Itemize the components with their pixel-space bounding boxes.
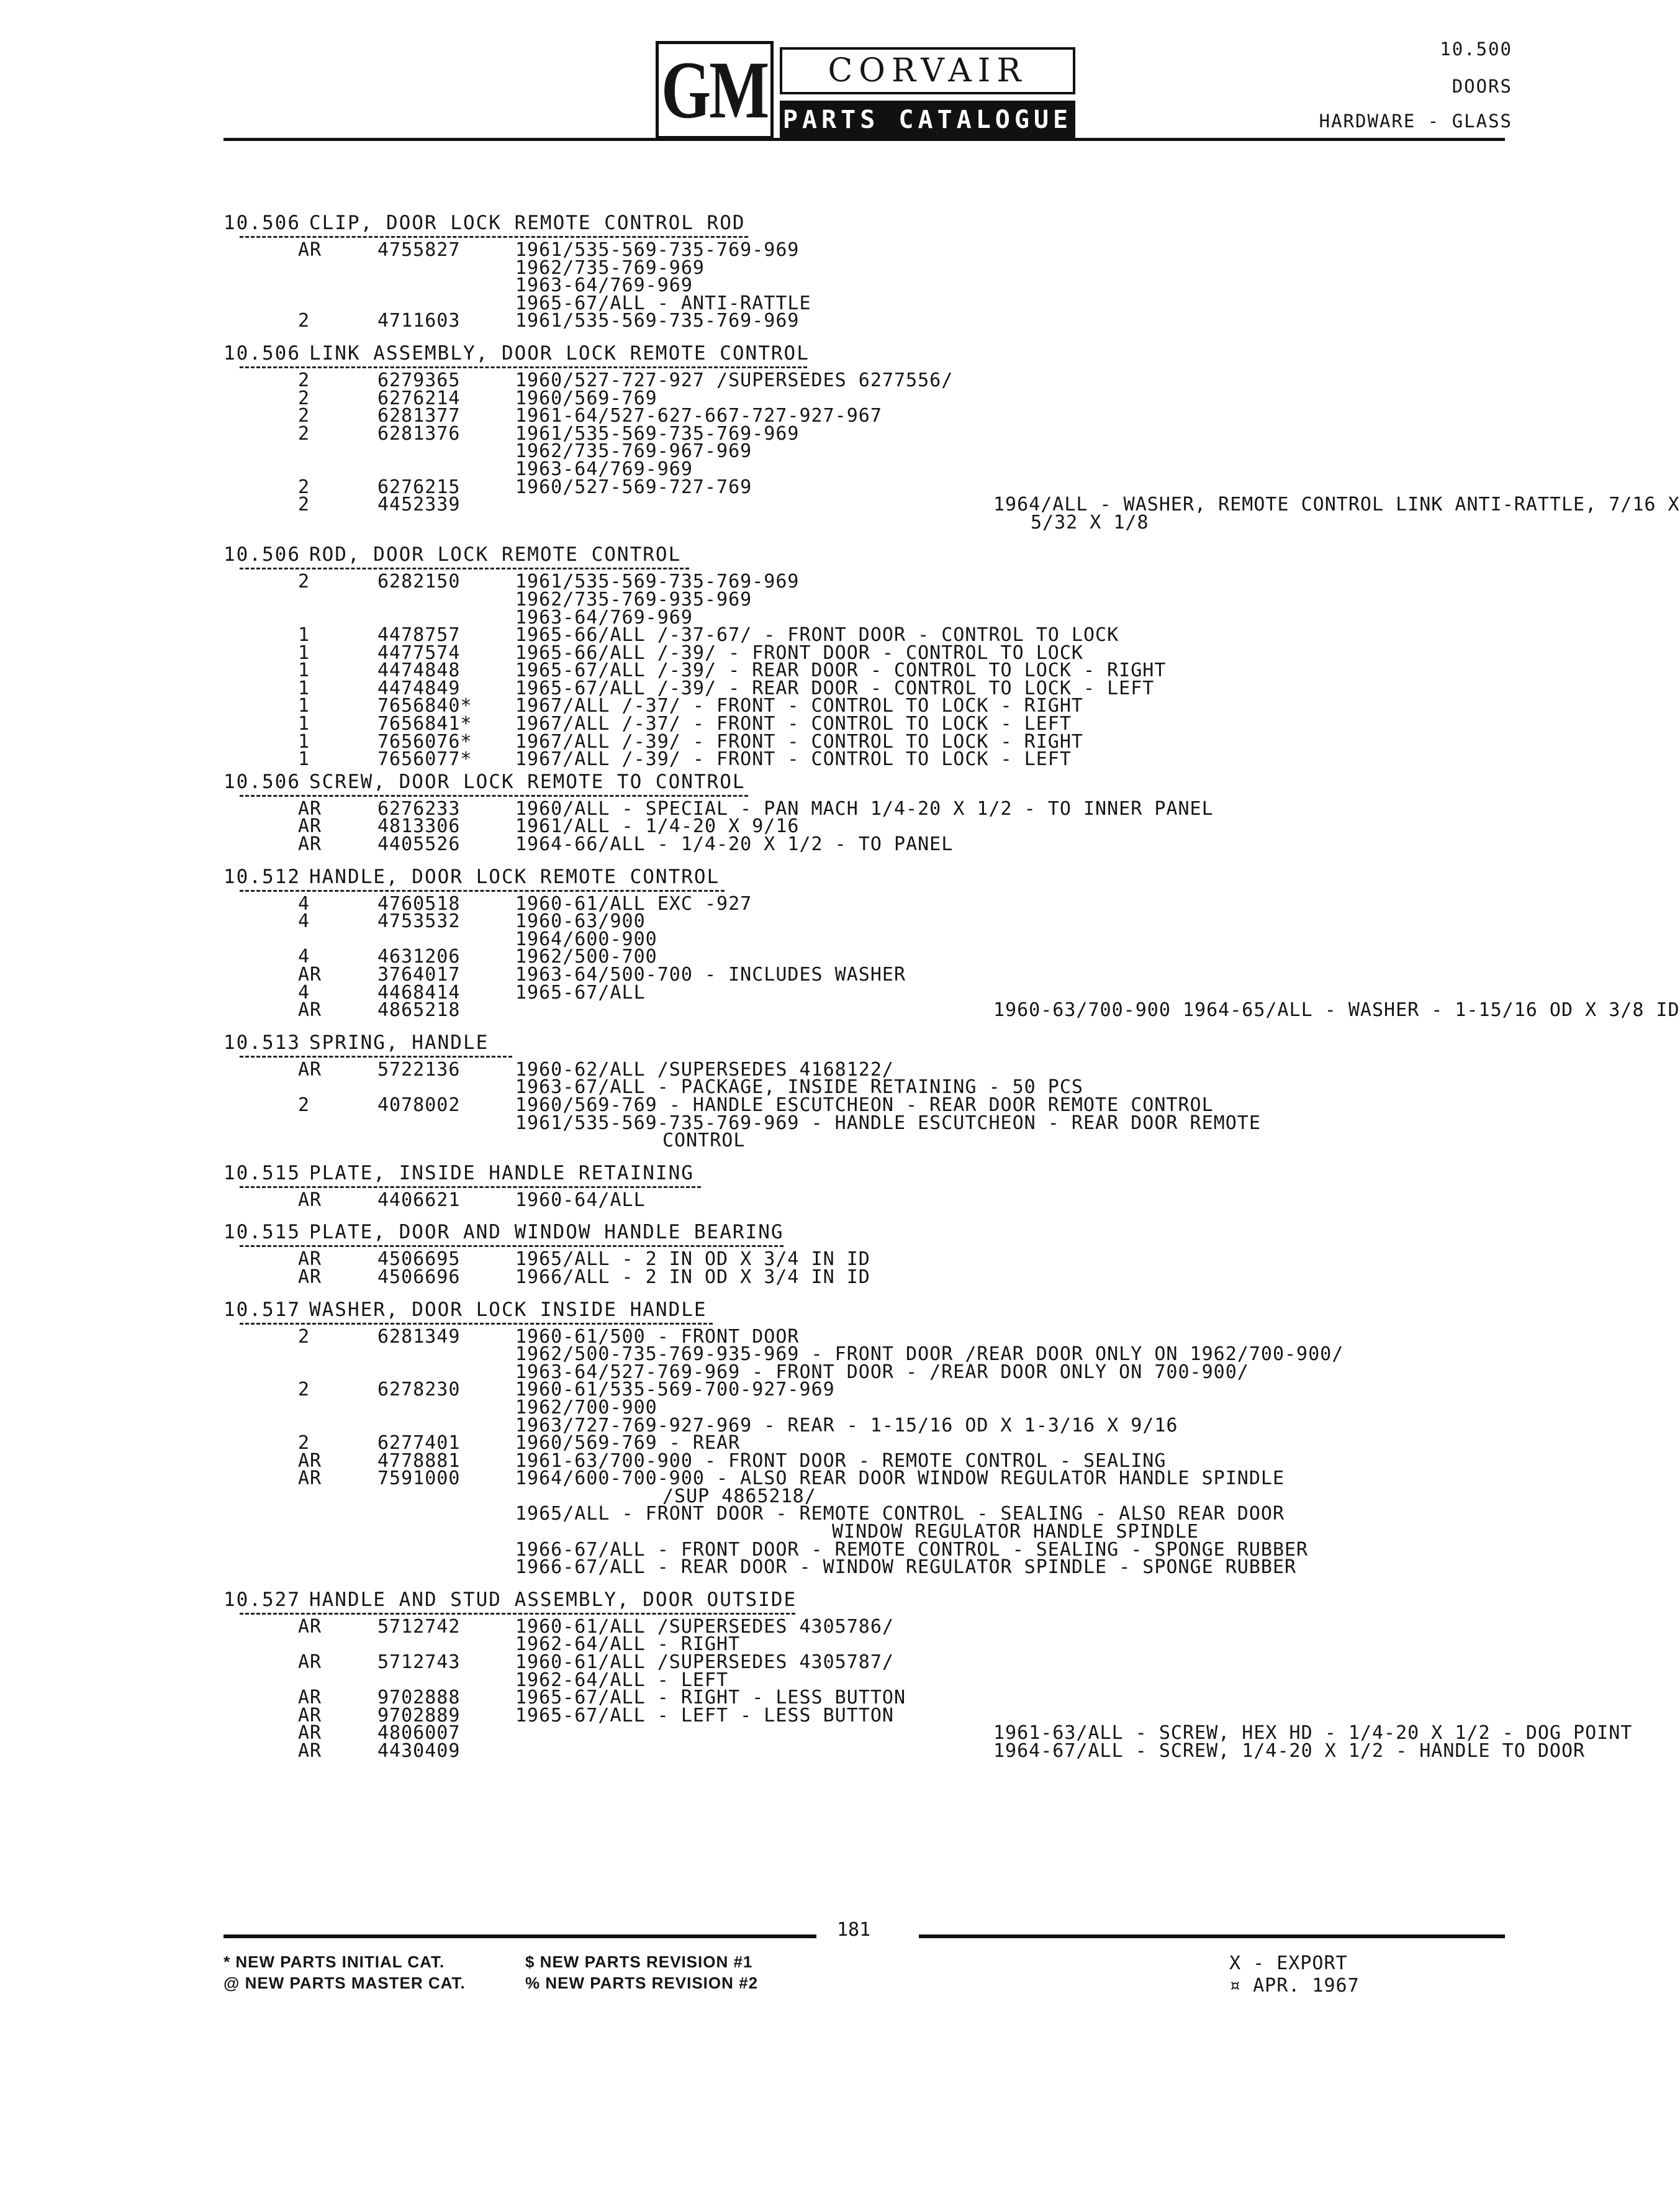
part-number-cell: 5712742 (377, 1615, 461, 1638)
description-cell: 1965-67/ALL - LEFT - LESS BUTTON (515, 1704, 894, 1726)
section-underline (240, 1323, 713, 1325)
part-number-cell: 4753532 (377, 910, 461, 933)
description-cell: 1962-64/ALL - RIGHT (515, 1633, 741, 1656)
quantity-cell: 4 (298, 946, 310, 968)
section-title: LINK ASSEMBLY, DOOR LOCK REMOTE CONTROL (309, 342, 810, 365)
description-cell: 1962/735-769-969 (515, 256, 705, 279)
parts-section (224, 211, 1527, 330)
quantity-cell: 2 (298, 571, 310, 593)
description-cell: 1964/600-700-900 - ALSO REAR DOOR WINDOW REGULATOR HANDLE SPINDLE (515, 1467, 1285, 1490)
quantity-cell: 4 (298, 892, 310, 915)
description-cell: 1965/ALL - 2 IN OD X 3/4 IN ID (515, 1248, 870, 1271)
part-number-cell: 9702888 (377, 1687, 461, 1709)
quantity-cell: 4 (298, 981, 310, 1004)
parts-row (224, 1740, 1586, 1762)
description-cell: 1965-67/ALL /-39/ - REAR DOOR - CONTROL TO LOCK - RIGHT (515, 660, 1167, 682)
part-number-cell: 6276214 (377, 387, 461, 409)
description-cell: 1965-67/ALL - RIGHT - LESS BUTTON (515, 1687, 906, 1709)
section-underline (240, 1245, 784, 1247)
description-cell: 1960-61/ALL EXC -927 (515, 892, 752, 915)
part-number-cell: 4506696 (377, 1266, 461, 1288)
parts-row (224, 588, 1527, 610)
gm-logo-box (656, 41, 774, 139)
part-number-cell: 4406621 (377, 1189, 461, 1211)
quantity-cell: AR (298, 1615, 322, 1638)
section-underline (240, 1056, 512, 1058)
parts-row (224, 1132, 1527, 1150)
description-cell: 1963-67/ALL - PACKAGE, INSIDE RETAINING - 50 PCS (515, 1076, 1083, 1099)
description-cell: 1962/735-769-967-969 (515, 440, 752, 463)
description-cell: 1967/ALL /-39/ - FRONT - CONTROL TO LOCK - RIGHT (515, 730, 1083, 753)
quantity-cell: AR (298, 964, 322, 986)
description-cell: 1965-67/ALL /-39/ - REAR DOOR - CONTROL TO LOCK - LEFT (515, 677, 1155, 699)
part-number-cell: 4430409 (377, 1740, 461, 1762)
parts-row (224, 511, 1527, 533)
description-cell: 1962-64/ALL - LEFT (515, 1669, 729, 1691)
section-title: HANDLE AND STUD ASSEMBLY, DOOR OUTSIDE (309, 1588, 797, 1611)
catalogue-label: PARTS CATALOGUE (782, 106, 1073, 134)
description-cell: 1960/527-727-927 /SUPERSEDES 6277556/ (515, 369, 954, 391)
parts-row (224, 910, 1527, 933)
description-cell: WINDOW REGULATOR HANDLE SPINDLE (832, 1521, 1199, 1543)
footer-rule-left (224, 1934, 816, 1938)
part-number-cell: 4474849 (377, 677, 461, 699)
description-cell: 1960-63/900 (515, 910, 646, 933)
part-number-cell: 6279365 (377, 369, 461, 391)
part-number-cell: 6281376 (377, 422, 461, 445)
description-cell: 1960-64/ALL (515, 1189, 646, 1211)
part-number-cell: 4405526 (377, 833, 461, 856)
description-cell: 1963-64/527-769-969 - FRONT DOOR - /REAR DOOR ONLY ON 700-900/ (515, 1361, 1249, 1383)
parts-section (224, 770, 1527, 854)
quantity-cell: 2 (298, 494, 310, 516)
description-cell: 1961-63/ALL - SCREW, HEX HD - 1/4-20 X 1/2 - DOG POINT (993, 1722, 1633, 1744)
part-number-cell: 6282150 (377, 571, 461, 593)
quantity-cell: AR (298, 1266, 322, 1288)
legend-revision-2: % NEW PARTS REVISION #2 (525, 1974, 759, 1992)
section-heading (224, 1298, 1527, 1322)
quantity-cell: 2 (298, 405, 310, 427)
description-cell: /SUP 4865218/ (662, 1485, 816, 1507)
subgroup-name: HARDWARE - GLASS (1319, 111, 1512, 132)
section-title: ROD, DOOR LOCK REMOTE CONTROL (309, 543, 682, 566)
description-cell: 1965-67/ALL - ANTI-RATTLE (515, 292, 811, 314)
description-cell: 1967/ALL /-37/ - FRONT - CONTROL TO LOCK - LEFT (515, 713, 1072, 735)
quantity-cell: AR (298, 815, 322, 838)
catalogue-date: ¤ APR. 1967 (1229, 1975, 1360, 1997)
quantity-cell: 2 (298, 310, 310, 332)
description-cell: 1967/ALL /-37/ - FRONT - CONTROL TO LOCK - RIGHT (515, 695, 1083, 717)
parts-row (224, 256, 1527, 279)
parts-section (224, 865, 1680, 1022)
section-number: 10.512 (224, 865, 300, 888)
quantity-cell: AR (298, 239, 322, 261)
part-number-cell: 4506695 (377, 1248, 461, 1271)
quantity-cell: 2 (298, 1094, 310, 1116)
description-cell: 1960-62/ALL /SUPERSEDES 4168122/ (515, 1058, 894, 1081)
quantity-cell: AR (298, 1722, 322, 1744)
description-cell: 1960-63/700-900 1964-65/ALL - WASHER - 1-15/16 OD X 3/8 ID (993, 999, 1680, 1022)
parts-section (224, 1298, 1527, 1577)
description-cell: 1965-66/ALL /-39/ - FRONT DOOR - CONTROL TO LOCK (515, 642, 1083, 664)
corvair-title-box (780, 47, 1075, 94)
catalogue-brand: CORVAIR (828, 52, 1027, 89)
section-heading (224, 543, 1527, 566)
description-cell: 1964/600-900 (515, 928, 657, 950)
section-number: 10.517 (224, 1298, 300, 1321)
part-number-cell: 7656077* (377, 748, 472, 771)
description-cell: 1960/569-769 - HANDLE ESCUTCHEON - REAR DOOR REMOTE CONTROL (515, 1094, 1214, 1116)
description-cell: 1963-64/500-700 - INCLUDES WASHER (515, 964, 906, 986)
part-number-cell: 4755827 (377, 239, 461, 261)
description-cell: 1960/ALL - SPECIAL - PAN MACH 1/4-20 X 1/2 - TO INNER PANEL (515, 797, 1214, 820)
quantity-cell: 1 (298, 660, 310, 682)
parts-section (224, 1588, 1633, 1762)
legend-export: X - EXPORT (1229, 1952, 1348, 1974)
quantity-cell: AR (298, 999, 322, 1022)
part-number-cell: 6278230 (377, 1379, 461, 1401)
parts-row (224, 748, 1527, 771)
section-number: 10.506 (224, 770, 300, 793)
quantity-cell: AR (298, 1189, 322, 1211)
quantity-cell: 4 (298, 910, 310, 933)
description-cell: 1961-64/527-627-667-727-927-967 (515, 405, 882, 427)
quantity-cell: AR (298, 1467, 322, 1490)
part-number-cell: 7656076* (377, 730, 472, 753)
description-cell: 1963-64/769-969 (515, 606, 693, 628)
description-cell: 1960/569-769 (515, 387, 657, 409)
legend-revision-1: $ NEW PARTS REVISION #1 (525, 1952, 753, 1971)
section-title: SPRING, HANDLE (309, 1031, 489, 1054)
quantity-cell: 1 (298, 695, 310, 717)
quantity-cell: AR (298, 1704, 322, 1726)
quantity-cell: 2 (298, 1325, 310, 1348)
parts-row (224, 1266, 1527, 1288)
part-number-cell: 6281377 (377, 405, 461, 427)
part-number-cell: 4813306 (377, 815, 461, 838)
quantity-cell: 1 (298, 642, 310, 664)
parts-row (224, 1112, 1527, 1134)
section-underline (240, 795, 748, 797)
section-underline (240, 236, 748, 238)
part-number-cell: 4468414 (377, 981, 461, 1004)
description-cell: 1965-66/ALL /-37-67/ - FRONT DOOR - CONTROL TO LOCK (515, 624, 1119, 646)
parts-row (224, 1467, 1527, 1490)
section-title: CLIP, DOOR LOCK REMOTE CONTROL ROD (309, 212, 746, 234)
description-cell: 1963-64/769-969 (515, 458, 693, 480)
page-number: 181 (837, 1919, 871, 1941)
description-cell: 1960/527-569-727-769 (515, 476, 752, 498)
section-heading (224, 1161, 1527, 1185)
description-cell: 1960/569-769 - REAR (515, 1432, 741, 1454)
section-heading (224, 342, 1527, 365)
description-cell: 1965-67/ALL (515, 981, 646, 1004)
parts-section (224, 543, 1527, 769)
description-cell: 1964/ALL - WASHER, REMOTE CONTROL LINK ANTI-RATTLE, 7/16 X (993, 494, 1680, 516)
part-number-cell: 9702889 (377, 1704, 461, 1726)
description-cell: 1961/ALL - 1/4-20 X 9/16 (515, 815, 800, 838)
part-number-cell: 5712743 (377, 1651, 461, 1674)
section-underline (240, 1613, 795, 1615)
section-underline (240, 1186, 701, 1188)
part-number-cell: 5722136 (377, 1058, 461, 1081)
parts-section (224, 1161, 1527, 1210)
part-number-cell: 4631206 (377, 946, 461, 968)
parts-section (224, 342, 1680, 533)
description-cell: 1966/ALL - 2 IN OD X 3/4 IN ID (515, 1266, 870, 1288)
section-number: 10.506 (224, 342, 300, 365)
quantity-cell: 2 (298, 369, 310, 391)
description-cell: 1961/535-569-735-769-969 (515, 239, 800, 261)
description-cell: 1962/700-900 (515, 1396, 657, 1418)
quantity-cell: 2 (298, 387, 310, 409)
quantity-cell: AR (298, 1449, 322, 1472)
part-number-cell: 7656841* (377, 713, 472, 735)
quantity-cell: 2 (298, 1379, 310, 1401)
section-number: 10.513 (224, 1031, 300, 1054)
description-cell: 5/32 X 1/8 (1031, 511, 1149, 533)
part-number-cell: 3764017 (377, 964, 461, 986)
quantity-cell: 1 (298, 748, 310, 771)
group-code: 10.500 (1440, 39, 1512, 60)
description-cell: 1963/727-769-927-969 - REAR - 1-15/16 OD X 1-3/16 X 9/16 (515, 1414, 1178, 1436)
part-number-cell: 4806007 (377, 1722, 461, 1744)
description-cell: 1966-67/ALL - FRONT DOOR - REMOTE CONTROL - SEALING - SPONGE RUBBER (515, 1538, 1309, 1561)
quantity-cell: AR (298, 833, 322, 856)
description-cell: 1960-61/535-569-700-927-969 (515, 1379, 835, 1401)
quantity-cell: 2 (298, 1432, 310, 1454)
parts-section (224, 1220, 1527, 1286)
part-number-cell: 6281349 (377, 1325, 461, 1348)
parts-row (224, 1615, 1527, 1638)
section-title: HANDLE, DOOR LOCK REMOTE CONTROL (309, 865, 720, 888)
description-cell: 1961/535-569-735-769-969 (515, 422, 800, 445)
section-underline (240, 568, 689, 569)
description-cell: 1964-66/ALL - 1/4-20 X 1/2 - TO PANEL (515, 833, 954, 856)
description-cell: 1960-61/ALL /SUPERSEDES 4305786/ (515, 1615, 894, 1638)
part-number-cell: 4452339 (377, 494, 461, 516)
part-number-cell: 4474848 (377, 660, 461, 682)
parts-row (224, 494, 1680, 516)
description-cell: 1960-61/ALL /SUPERSEDES 4305787/ (515, 1651, 894, 1674)
section-number: 10.515 (224, 1161, 300, 1184)
footer-rule-right (919, 1934, 1505, 1938)
quantity-cell: AR (298, 797, 322, 820)
parts-section (224, 1031, 1527, 1150)
quantity-cell: AR (298, 1058, 322, 1081)
section-heading (224, 865, 1527, 889)
section-number: 10.515 (224, 1221, 300, 1244)
quantity-cell: 1 (298, 677, 310, 699)
description-cell: CONTROL (662, 1130, 746, 1152)
parts-row (224, 422, 1527, 445)
gm-logo-text: GM (661, 44, 768, 135)
section-heading (224, 1588, 1527, 1612)
description-cell: 1964-67/ALL - SCREW, 1/4-20 X 1/2 - HANDLE TO DOOR (993, 1740, 1586, 1762)
section-heading (224, 1031, 1527, 1054)
description-cell: 1961/535-569-735-769-969 (515, 571, 800, 593)
section-title: WASHER, DOOR LOCK INSIDE HANDLE (309, 1298, 707, 1321)
description-cell: 1961/535-569-735-769-969 (515, 310, 800, 332)
quantity-cell: 2 (298, 422, 310, 445)
parts-row (224, 833, 1527, 856)
parts-row (224, 312, 1527, 330)
parts-row (224, 239, 1527, 261)
part-number-cell: 7591000 (377, 1467, 461, 1490)
legend-initial-cat: * NEW PARTS INITIAL CAT. (224, 1952, 445, 1971)
gm-corvair-logo (656, 41, 1078, 139)
section-underline (240, 366, 807, 368)
part-number-cell: 4865218 (377, 999, 461, 1022)
quantity-cell: AR (298, 1740, 322, 1762)
section-heading (224, 770, 1527, 794)
description-cell: 1967/ALL /-39/ - FRONT - CONTROL TO LOCK - LEFT (515, 748, 1072, 771)
quantity-cell: 1 (298, 624, 310, 646)
part-number-cell: 4778881 (377, 1449, 461, 1472)
description-cell: 1962/735-769-935-969 (515, 588, 752, 610)
section-heading (224, 211, 1527, 235)
part-number-cell: 4711603 (377, 310, 461, 332)
section-number: 10.527 (224, 1588, 300, 1611)
description-cell: 1963-64/769-969 (515, 274, 693, 297)
part-number-cell: 4078002 (377, 1094, 461, 1116)
quantity-cell: 1 (298, 713, 310, 735)
parts-row (224, 274, 1527, 297)
legend-master-cat: @ NEW PARTS MASTER CAT. (224, 1974, 466, 1992)
section-title: PLATE, INSIDE HANDLE RETAINING (309, 1161, 694, 1184)
section-underline (240, 890, 725, 892)
quantity-cell: AR (298, 1687, 322, 1709)
part-number-cell: 6277401 (377, 1432, 461, 1454)
header-rule (224, 138, 1505, 141)
description-cell: 1966-67/ALL - REAR DOOR - WINDOW REGULATOR SPINDLE - SPONGE RUBBER (515, 1556, 1297, 1579)
description-cell: 1962/500-700 (515, 946, 657, 968)
section-title: SCREW, DOOR LOCK REMOTE TO CONTROL (309, 770, 746, 793)
quantity-cell: 2 (298, 476, 310, 498)
parts-row (224, 573, 1527, 591)
description-cell: 1961/535-569-735-769-969 - HANDLE ESCUTCHEON - REAR DOOR REMOTE (515, 1112, 1261, 1134)
description-cell: 1960-61/500 - FRONT DOOR (515, 1325, 800, 1348)
part-number-cell: 4760518 (377, 892, 461, 915)
quantity-cell: AR (298, 1248, 322, 1271)
parts-row (224, 440, 1527, 463)
part-number-cell: 4477574 (377, 642, 461, 664)
description-cell: 1961-63/700-900 - FRONT DOOR - REMOTE CONTROL - SEALING (515, 1449, 1167, 1472)
part-number-cell: 4478757 (377, 624, 461, 646)
section-heading (224, 1220, 1527, 1244)
quantity-cell: AR (298, 1651, 322, 1674)
section-number: 10.506 (224, 212, 300, 234)
parts-row (224, 999, 1680, 1022)
section-number: 10.506 (224, 543, 300, 566)
parts-row (224, 1556, 1527, 1579)
parts-row (224, 1381, 1527, 1399)
parts-row (224, 1651, 1527, 1674)
quantity-cell: 1 (298, 730, 310, 753)
group-name: DOORS (1452, 76, 1512, 97)
description-cell: 1962/500-735-769-935-969 - FRONT DOOR /REAR DOOR ONLY ON 1962/700-900/ (515, 1343, 1344, 1366)
parts-listing (224, 211, 1680, 1772)
section-title: PLATE, DOOR AND WINDOW HANDLE BEARING (309, 1221, 784, 1244)
description-cell: 1965/ALL - FRONT DOOR - REMOTE CONTROL - SEALING - ALSO REAR DOOR (515, 1503, 1285, 1525)
catalogue-banner (780, 101, 1075, 139)
part-number-cell: 7656840* (377, 695, 472, 717)
part-number-cell: 6276215 (377, 476, 461, 498)
parts-row (224, 1189, 1527, 1211)
part-number-cell: 6276233 (377, 797, 461, 820)
